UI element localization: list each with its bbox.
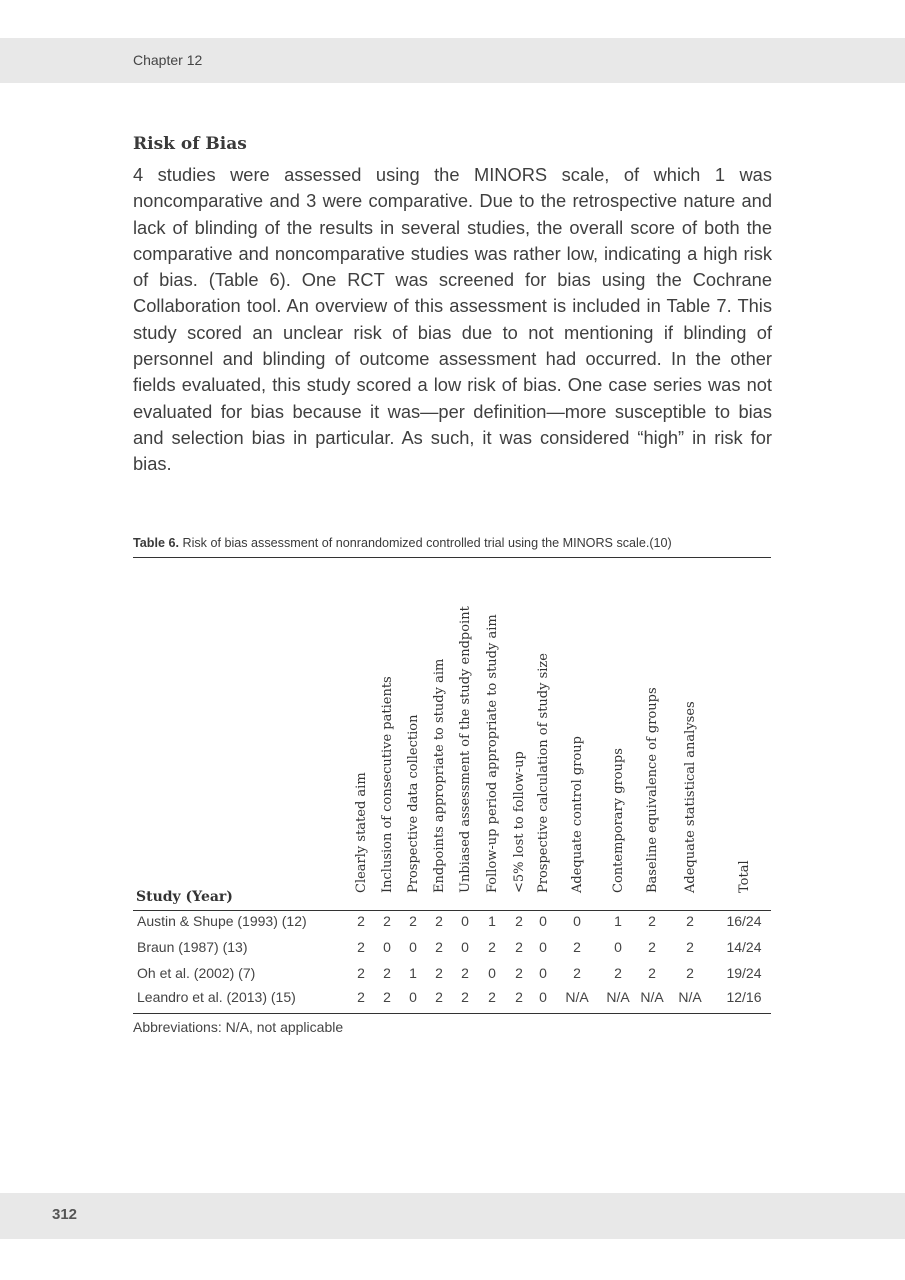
score-cell: 2 <box>357 989 365 1005</box>
score-cell: 2 <box>357 939 365 955</box>
chapter-label: Chapter 12 <box>133 52 203 68</box>
score-cell: 0 <box>461 939 469 955</box>
score-cell: 1 <box>488 913 496 929</box>
score-cell: 0 <box>573 913 581 929</box>
score-cell: 2 <box>488 939 496 955</box>
score-cell: 0 <box>539 913 547 929</box>
study-name-cell: Austin & Shupe (1993) (12) <box>137 913 307 929</box>
study-name-cell: Braun (1987) (13) <box>137 939 248 955</box>
score-cell: 0 <box>539 965 547 981</box>
score-cell: 2 <box>515 939 523 955</box>
score-cell: 1 <box>409 965 417 981</box>
score-cell: 0 <box>409 989 417 1005</box>
table-bottom-rule <box>133 1013 771 1014</box>
score-cell: 2 <box>461 989 469 1005</box>
column-header-label: Follow-up period appropriate to study aim <box>485 614 500 893</box>
column-header-label: Clearly stated aim <box>354 772 369 893</box>
score-cell: N/A <box>678 989 702 1005</box>
score-cell: 1 <box>614 913 622 929</box>
score-cell: 2 <box>515 913 523 929</box>
header-band <box>0 38 905 83</box>
total-score-cell: 19/24 <box>726 965 762 981</box>
body-paragraph: 4 studies were assessed using the MINORS scale, of which 1 was noncomparative and 3 were comparative. Due to the retrospective nature and lack of blinding of the results in several studies, the overall score of both the comparative and noncomparative studies was rather low, indicating a high risk of bias. (Table 6). One RCT was screened for bias using the Cochrane Collaboration tool. An overview of this assessment is included in Table 7. This study scored an unclear risk of bias due to not mentioning if blinding of personnel and blinding of outcome assessment had occurred. In the other fields evaluated, this study scored a low risk of bias. One case series was not evaluated for bias because it was—per definition—more susceptible to bias and selection bias in particular. As such, it was considered “high” in risk for bias. <box>133 164 772 475</box>
total-score-cell: 16/24 <box>726 913 762 929</box>
table-footnote: Abbreviations: N/A, not applicable <box>133 1019 344 1035</box>
score-cell: 0 <box>614 939 622 955</box>
total-score-cell: 12/16 <box>726 989 762 1005</box>
score-cell: 2 <box>357 965 365 981</box>
score-cell: N/A <box>640 989 664 1005</box>
score-cell: 2 <box>357 913 365 929</box>
table-top-rule <box>133 557 771 558</box>
table-header-rule <box>133 910 771 911</box>
score-cell: 0 <box>539 989 547 1005</box>
section-heading: Risk of Bias <box>133 134 247 154</box>
score-cell: 2 <box>488 989 496 1005</box>
total-score-cell: 14/24 <box>726 939 762 955</box>
page-number: 312 <box>52 1206 78 1223</box>
column-header-label: Adequate control group <box>570 736 585 893</box>
score-cell: 2 <box>383 989 391 1005</box>
footer-band <box>0 1193 905 1239</box>
column-header-label: <5% lost to follow-up <box>512 751 527 893</box>
score-cell: 2 <box>648 913 656 929</box>
study-column-header: Study (Year) <box>136 889 233 905</box>
column-header-label: Prospective calculation of study size <box>536 653 551 893</box>
score-cell: 2 <box>686 965 694 981</box>
score-cell: 0 <box>383 939 391 955</box>
score-cell: 2 <box>409 913 417 929</box>
table-caption-text: Risk of bias assessment of nonrandomized controlled trial using the MINORS scale.(10) <box>178 536 672 550</box>
score-cell: N/A <box>606 989 630 1005</box>
score-cell: 2 <box>461 965 469 981</box>
score-cell: 0 <box>539 939 547 955</box>
column-header-label: Endpoints appropriate to study aim <box>432 658 447 893</box>
column-header-label: Prospective data collection <box>406 714 421 893</box>
score-cell: 2 <box>573 939 581 955</box>
score-cell: 2 <box>515 989 523 1005</box>
column-header-label: Total <box>737 860 752 893</box>
score-cell: 2 <box>686 939 694 955</box>
score-cell: 2 <box>648 939 656 955</box>
table-caption-label: Table 6. <box>133 536 179 550</box>
column-header-label: Inclusion of consecutive patients <box>380 676 395 893</box>
score-cell: 2 <box>435 913 443 929</box>
column-header-label: Adequate statistical analyses <box>683 701 698 893</box>
study-name-cell: Oh et al. (2002) (7) <box>137 965 256 981</box>
column-header-label: Contemporary groups <box>611 748 626 893</box>
column-header-label: Baseline equivalence of groups <box>645 687 660 893</box>
score-cell: 2 <box>435 965 443 981</box>
score-cell: 2 <box>614 965 622 981</box>
score-cell: 0 <box>488 965 496 981</box>
score-cell: 0 <box>461 913 469 929</box>
table-caption <box>133 536 773 550</box>
score-cell: 2 <box>383 965 391 981</box>
score-cell: 2 <box>573 965 581 981</box>
column-header-label: Unbiased assessment of the study endpoint <box>458 606 473 893</box>
score-cell: 2 <box>648 965 656 981</box>
score-cell: 2 <box>515 965 523 981</box>
score-cell: N/A <box>565 989 589 1005</box>
score-cell: 2 <box>435 989 443 1005</box>
score-cell: 2 <box>686 913 694 929</box>
study-name-cell: Leandro et al. (2013) (15) <box>137 989 296 1005</box>
score-cell: 2 <box>435 939 443 955</box>
score-cell: 0 <box>409 939 417 955</box>
score-cell: 2 <box>383 913 391 929</box>
